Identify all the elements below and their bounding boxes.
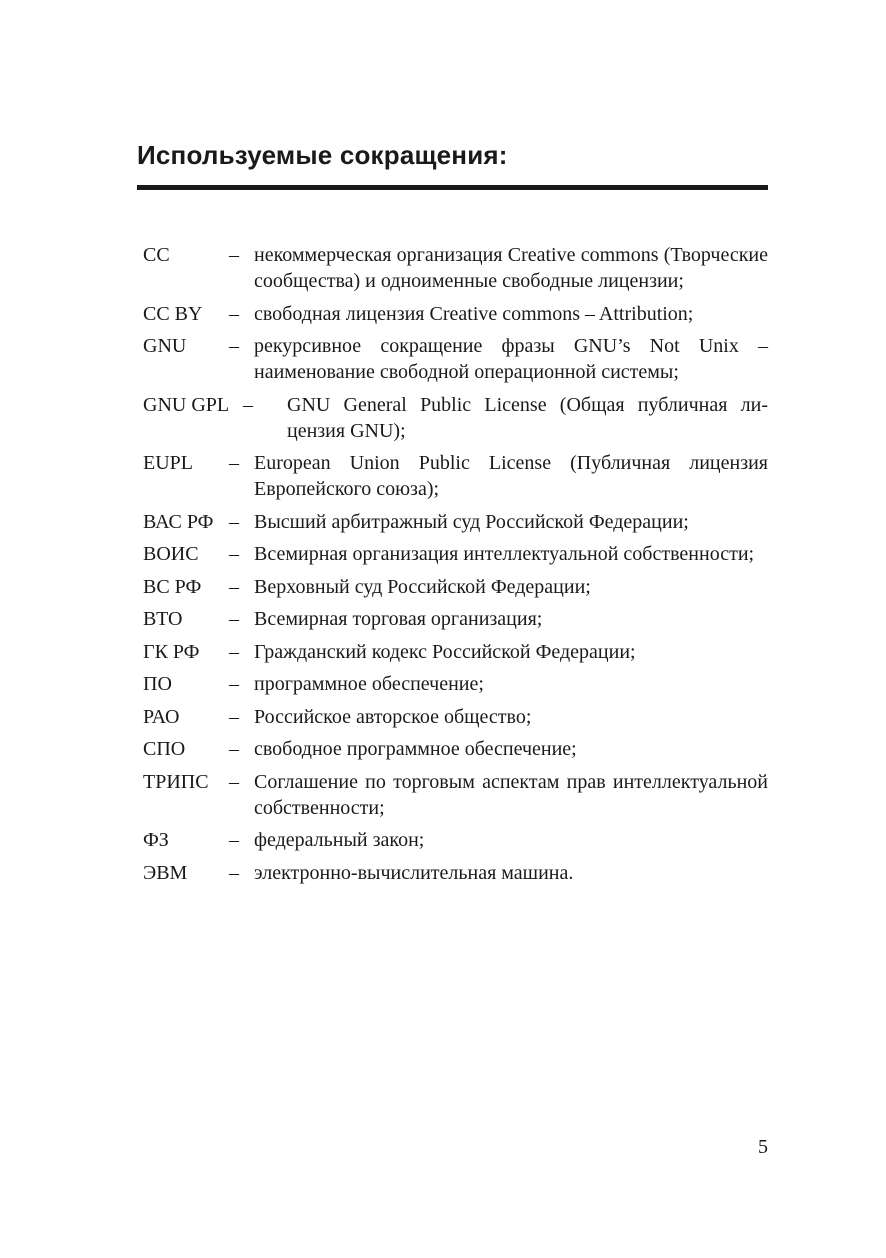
abbreviation-definition: Российское авторское общество; [254,705,532,728]
abbreviation-list [143,242,768,892]
abbreviation-term: ГК РФ [143,640,200,663]
abbreviation-definition: программное обеспечение; [254,673,484,695]
abbreviation-entry-gnu [143,333,768,385]
entry-dash: – [229,738,239,760]
abbreviation-definition: Соглашение по торговым аспектам прав интеллектуальной собственности; [254,770,768,819]
abbreviation-entry-vto [143,606,768,632]
title-underline [137,185,768,190]
entry-dash: – [229,575,239,598]
entry-dash: – [229,829,239,851]
entry-dash: – [243,393,253,416]
entry-dash: – [229,543,239,565]
page-number: 5 [758,1136,768,1158]
abbreviation-definition: федеральный закон; [254,829,425,851]
abbreviation-entry-vas-rf [143,509,768,535]
entry-dash: – [229,302,239,325]
abbreviation-term: ФЗ [143,829,169,851]
abbreviation-term: GNU GPL [143,393,230,416]
abbreviation-entry-trips [143,769,768,821]
abbreviation-entry-eupl [143,450,768,502]
abbreviation-term: СПО [143,738,186,760]
abbreviation-entry-po [143,671,768,697]
abbreviation-entry-vois [143,541,768,567]
abbreviation-term: ВТО [143,608,183,630]
abbreviation-entry-spo [143,736,768,762]
abbreviation-term: ПО [143,673,172,695]
entry-dash: – [229,705,239,728]
entry-dash: – [229,640,239,663]
abbreviation-term: РАО [143,705,180,728]
entry-dash: – [229,244,239,266]
entry-dash: – [229,510,239,533]
abbreviation-definition: свободное программное обеспечение; [254,738,577,760]
abbreviation-entry-gnu-gpl [143,392,768,444]
abbreviation-definition: свободная лицензия Creative commons – Attribution; [254,302,694,325]
entry-dash: – [229,335,239,357]
abbreviation-definition: Гражданский кодекс Российской Федерации; [254,640,636,663]
abbreviation-definition: Всемирная торговая организация; [254,608,543,630]
abbreviation-term: ВОИС [143,543,199,565]
abbreviation-definition: GNU General Public License (Общая публичная лицензия GNU); [287,393,768,442]
page-title: Используемые сокращения: [137,140,508,170]
entry-dash: – [229,452,239,474]
abbreviation-entry-cc-by [143,301,768,327]
abbreviation-definition: European Union Public License (Публичная лицензия Европейского союза); [254,452,768,500]
abbreviation-entry-vs-rf [143,574,768,600]
abbreviation-term: CC BY [143,302,203,325]
abbreviation-term: ТРИПС [143,770,209,793]
abbreviation-term: EUPL [143,452,193,474]
abbreviation-term: ЭВМ [143,861,188,884]
entry-dash: – [229,770,239,793]
abbreviation-definition: некоммерческая организация Creative commons (Творческие сообщества) и одноименные свободные лицензии; [254,244,768,292]
abbreviation-entry-gk-rf [143,639,768,665]
entry-dash: – [229,861,239,884]
entry-dash: – [229,673,239,695]
abbreviation-term: ВС РФ [143,575,202,598]
abbreviation-term: ВАС РФ [143,510,214,533]
abbreviation-entry-evm [143,860,768,886]
abbreviation-definition: электронно-вычислительная машина. [254,861,574,884]
abbreviation-entry-fz [143,827,768,853]
abbreviation-term: CC [143,244,170,266]
abbreviation-entry-cc [143,242,768,294]
abbreviation-definition: Верховный суд Российской Федерации; [254,575,591,598]
abbreviation-term: GNU [143,335,187,357]
entry-dash: – [229,608,239,630]
abbreviation-definition: Высший арбитражный суд Российской Федерации; [254,510,689,533]
abbreviation-definition: рекурсивное сокращение фразы GNU’s Not Unix – наименование свободной операционной системы; [254,335,768,383]
abbreviation-entry-rao [143,704,768,730]
abbreviation-definition: Всемирная организация интеллектуальной собственности; [254,543,755,565]
